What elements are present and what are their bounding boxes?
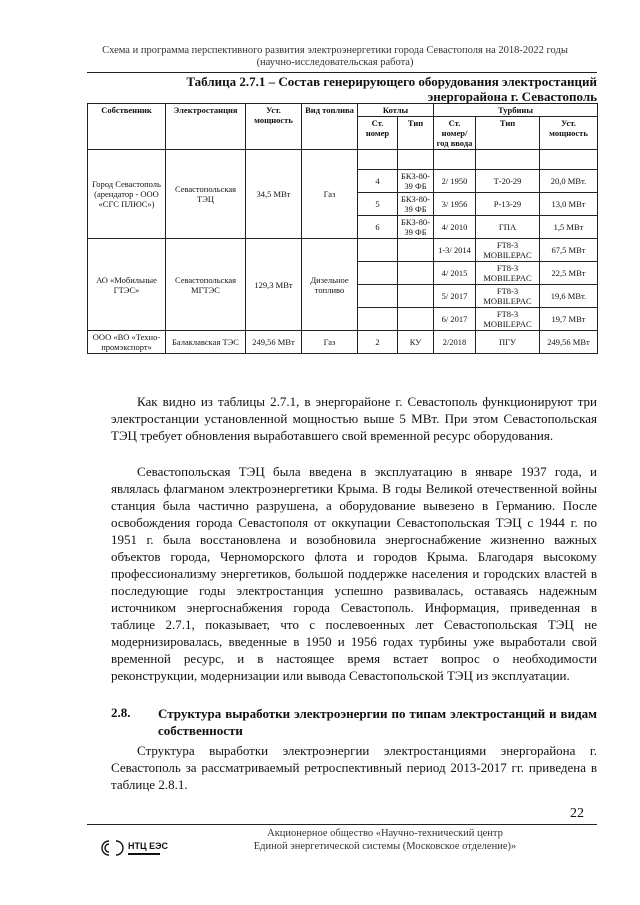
balaklava-fuel: Газ: [302, 331, 358, 354]
logo-text: НТЦ ЕЭС: [128, 841, 168, 851]
header-fuel: Вид топлива: [302, 104, 358, 150]
mgtes-fuel: Дизельное топливо: [302, 239, 358, 331]
empty-cell: [398, 150, 434, 170]
empty-cell: [398, 262, 434, 285]
turbine-number: 5/ 2017: [434, 285, 476, 308]
empty-cell: [358, 150, 398, 170]
footer-line-2: Единой энергетической системы (Московское отделение)»: [253, 841, 517, 852]
boiler-number: 5: [358, 193, 398, 216]
header-capacity: Уст. мощность: [246, 104, 302, 150]
turbine-type: Т-20-29: [476, 170, 540, 193]
turbine-number: 4/ 2015: [434, 262, 476, 285]
table-row: [88, 150, 598, 170]
balaklava-capacity: 249,56 МВт: [246, 331, 302, 354]
header-boiler-number: Ст. номер: [358, 117, 398, 150]
ntc-logo-icon: [98, 833, 168, 863]
section-title: Структура выработки электроэнергии по типам электростанций и видам собственности: [158, 706, 597, 738]
turbine-capacity: 67,5 МВт: [540, 239, 598, 262]
header-line-1: Схема и программа перспективного развития электроэнергетики города Севастополя на 2018-2022 годы: [102, 45, 568, 56]
empty-cell: [358, 308, 398, 331]
balaklava-owner: ООО «ВО «Техно-промэкспорт»: [88, 331, 166, 354]
turbine-number: 3/ 1956: [434, 193, 476, 216]
header-turbine-number: Ст. номер/ год ввода: [434, 117, 476, 150]
table-caption: [130, 74, 597, 104]
balaklava-plant: Балаклавская ТЭС: [166, 331, 246, 354]
table-header-row: [88, 104, 598, 117]
empty-cell: [358, 285, 398, 308]
empty-cell: [476, 150, 540, 170]
turbine-type: ПГУ: [476, 331, 540, 354]
table-row: [88, 239, 598, 262]
header-divider: [87, 72, 597, 73]
boiler-number: 4: [358, 170, 398, 193]
turbine-number: 1-3/ 2014: [434, 239, 476, 262]
empty-cell: [358, 262, 398, 285]
turbine-capacity: 13,0 МВт: [540, 193, 598, 216]
generating-equipment-table: [87, 103, 598, 354]
header-turbine-type: Тип: [476, 117, 540, 150]
turbine-type: FT8-3 MOBILEPAC: [476, 285, 540, 308]
empty-cell: [434, 150, 476, 170]
turbine-number: 2/ 1950: [434, 170, 476, 193]
turbine-type: Р-13-29: [476, 193, 540, 216]
mgtes-capacity: 129,3 МВт: [246, 239, 302, 331]
header-turbines: Турбины: [434, 104, 598, 117]
header-line-2: (научно-исследовательская работа): [256, 57, 414, 68]
turbine-type: ГПА: [476, 216, 540, 239]
turbine-type: FT8-3 MOBILEPAC: [476, 308, 540, 331]
turbine-number: 4/ 2010: [434, 216, 476, 239]
turbine-capacity: 20,0 МВт.: [540, 170, 598, 193]
turbine-capacity: 249,56 МВт: [540, 331, 598, 354]
tec-plant: Севастопольская ТЭЦ: [166, 150, 246, 239]
boiler-type: БКЗ-80-39 ФБ: [398, 193, 434, 216]
empty-cell: [358, 239, 398, 262]
page-number: 22: [570, 806, 584, 821]
tec-fuel: Газ: [302, 150, 358, 239]
header-turbine-capacity: Уст. мощность: [540, 117, 598, 150]
header-boiler-type: Тип: [398, 117, 434, 150]
table-caption-line-2: энергорайона г. Севастополь: [427, 89, 597, 104]
mgtes-plant: Севастопольская МГТЭС: [166, 239, 246, 331]
paragraph-1: Как видно из таблицы 2.7.1, в энергорайоне г. Севастополь функционируют три электростанции установленной мощностью выше 5 МВт. При этом Севастопольская ТЭЦ требует обновления выработавшего свой временной ресурс оборудования.: [111, 394, 597, 443]
empty-cell: [398, 308, 434, 331]
boiler-number: 6: [358, 216, 398, 239]
header-boilers: Котлы: [358, 104, 434, 117]
logo-underline: [128, 853, 160, 855]
turbine-capacity: 19,6 МВт.: [540, 285, 598, 308]
footer-divider: [87, 824, 597, 825]
mgtes-owner: АО «Мобильные ГТЭС»: [88, 239, 166, 331]
header-plant: Электростанция: [166, 104, 246, 150]
page-header: [100, 45, 570, 69]
turbine-number: 2/2018: [434, 331, 476, 354]
section-number: 2.8.: [111, 705, 131, 720]
turbine-number: 6/ 2017: [434, 308, 476, 331]
section-paragraph: Структура выработки электроэнергии электростанциями энергорайона г. Севастополь за рассматриваемый ретроспективный период 2013-2017 гг. приведена в таблице 2.8.1.: [111, 743, 597, 792]
turbine-capacity: 22,5 МВт: [540, 262, 598, 285]
boiler-type: БКЗ-80-39 ФБ: [398, 216, 434, 239]
header-owner: Собственник: [88, 104, 166, 150]
turbine-type: FT8-3 MOBILEPAC: [476, 262, 540, 285]
turbine-type: FT8-3 MOBILEPAC: [476, 239, 540, 262]
paragraph-2: Севастопольская ТЭЦ была введена в эксплуатацию в январе 1937 года, и являлась флагманом электроэнергетики Крыма. В годы Великой отечественной войны станция была частично разрушена, а оборудование вывезено в Германию. После освобождения города Севастополя от оккупации Севастопольская ТЭЦ с 1944 г. по 1951 г. была восстановлена и возобновила энергоснабжение жизненно важных объектов города, Черноморского флота и городов Крыма. Благодаря высокому профессионализму энергетиков, большой поддержке населения и городских властей в последующие годы электростанция успешно развивалась, оставаясь надежным источником энергоснабжения города Севастополь. Информация, приведенная в таблице 2.7.1, показывает, что с послевоенных лет Севастопольская ТЭЦ не модернизировалась, введенные в 1950 и 1956 годах турбины уже выработали свой временной ресурс, и в настоящее время встает вопрос о необходимости реконструкции, модернизации или вывода Севастопольской ТЭЦ из эксплуатации.: [111, 464, 597, 683]
turbine-capacity: 19,7 МВт: [540, 308, 598, 331]
turbine-capacity: 1,5 МВт: [540, 216, 598, 239]
table-row: [88, 331, 598, 354]
footer-line-1: Акционерное общество «Научно-технический центр: [267, 828, 503, 839]
empty-cell: [540, 150, 598, 170]
table-caption-line-1: Таблица 2.7.1 – Состав генерирующего оборудования электростанций: [186, 74, 597, 89]
empty-cell: [398, 239, 434, 262]
boiler-type: БКЗ-80-39 ФБ: [398, 170, 434, 193]
tec-owner: Город Севастополь (арендатор - ООО «СГС ПЛЮС»): [88, 150, 166, 239]
page-footer: [240, 827, 530, 853]
empty-cell: [398, 285, 434, 308]
boiler-type: КУ: [398, 331, 434, 354]
tec-capacity: 34,5 МВт: [246, 150, 302, 239]
boiler-number: 2: [358, 331, 398, 354]
